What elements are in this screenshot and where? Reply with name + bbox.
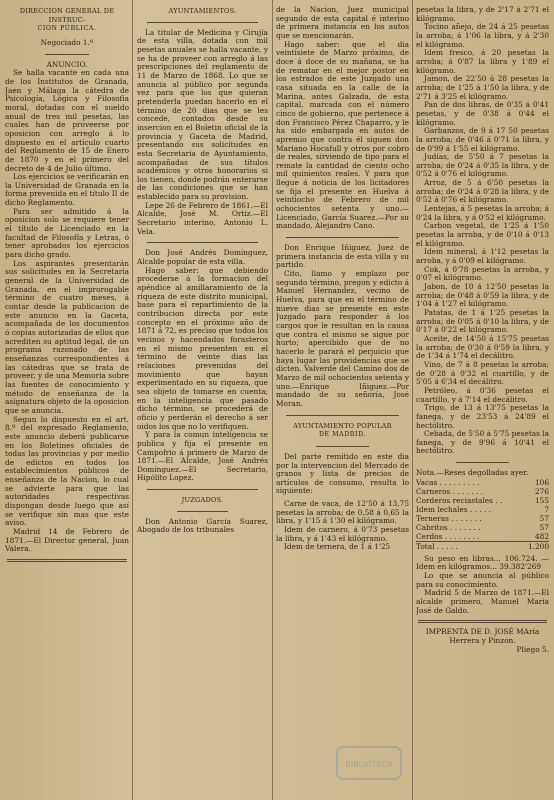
paragraph: Jamon, de 22'50 á 28 pesetas la arroba; de 1'25 á 1'50 la libra, y de 2'71 á 3'25 el kilógramo.	[416, 74, 549, 101]
paragraph: Carbon vegetal, de 1'25 á 1'50 pesetas la arroba, y de 0'10 á 0'13 el kilógramo.	[416, 221, 549, 248]
section-heading: JUZGADOS.	[181, 496, 224, 505]
table-row	[416, 487, 549, 496]
paragraph: Idem de carnero, á 0'73 pesetas la libra, y á 1'43 el kilógramo.	[276, 525, 409, 543]
column-2	[137, 6, 268, 794]
column-4	[416, 6, 549, 794]
stamp-text: BIBLIOTECA	[345, 760, 393, 769]
total-row	[416, 541, 549, 551]
paragraph: Cok, á 0'78 pesetas la arroba, y 0'07 el kilógramo.	[416, 264, 549, 283]
paragraph: Tocino añejo, de 24 á 25 pesetas la arroba; á 1'06 la libra, y á 2'30 el kilógramo.	[416, 22, 549, 49]
separator-rule	[147, 22, 258, 23]
paragraph: Carne de vaca, de 12'50 á 13,75 pesetas la arroba; de 0,58 á 0,65 la libra, y 1'15 á 1'30 el kilógramo.	[276, 499, 409, 526]
paragraph: Patatas, de 1 á 1'25 pesetas la arroba; de 0'05 á 0'10 la libra, y de 0'17 á 0'22 el kilógramo.	[416, 307, 549, 335]
separator-rule	[147, 489, 258, 490]
page-signature: Pliego 5.	[516, 644, 549, 654]
paragraph: Vino, de 7 á 8 pesetas la arroba; de 0'28 á 0'32 el cuartillo, y de 5'05 á 6'34 el decálitro.	[416, 359, 549, 387]
row-value: 155	[534, 495, 549, 505]
column-3	[276, 6, 409, 794]
row-value: 482	[534, 531, 549, 541]
paragraph: Idem de ternera, de 1 á 1'25	[284, 542, 391, 552]
column-rule	[132, 0, 133, 800]
paragraph: pesetas la libra, y de 2'17 á 2'71 el kilógramo.	[416, 6, 549, 23]
column-rule	[412, 0, 413, 800]
paragraph: Don José Andrés Domínguez, Alcalde popular de esta villa.	[137, 248, 268, 267]
paragraph: Judías, de 5'50 á 7 pesetas la arroba; de 0'24 á 0'35 la libra, y de 0'52 á 0'76 el kilógramo.	[416, 152, 549, 179]
table-row	[416, 478, 549, 487]
row-label: Terneras . . . . . . .	[416, 513, 482, 523]
paragraph: Y para la comun inteligencia se publica y fija el presente en Campofrio á primero de Marzo de 1871.—El Alcalde, José Andrés Domínguez.—El Secretario, Hipólito Lopez.	[137, 430, 268, 483]
library-stamp	[333, 743, 405, 783]
paragraph: Arroz, de 5 á 6'50 pesetas la arroba; de 0'24 á 0'28 la libra, y de 0'52 á 0'76 el kilógramo.	[416, 178, 549, 205]
paragraph: Trigo, de 13 á 13'75 pesetas la fanega, y de 23'53 á 24'89 el hectólitro.	[416, 403, 549, 430]
paragraph: de la Nacion, Juez municipal segundo de esta capital é interino de primera instancia en los autos que se mencionarán.	[276, 6, 409, 40]
row-label: Carneros . . . . . . .	[416, 486, 483, 496]
paragraph: Don Enrique Iñiguez, Juez de primera instancia de esta villa y su partido.	[276, 243, 409, 270]
column-rule	[272, 0, 273, 800]
double-rule	[418, 620, 547, 623]
table-row	[416, 523, 549, 532]
total-value: 1.200	[523, 541, 549, 551]
paragraph: Pan de dos libras, de 0'35 á 0'41 pesetas, y de 0'38 á 0'44 el kilógramo.	[416, 100, 549, 127]
short-separator-rule	[177, 511, 228, 512]
table-row	[416, 496, 549, 505]
row-label: Idem lechales . . . . .	[416, 504, 491, 514]
row-value: 106	[534, 477, 549, 487]
separator-rule	[286, 415, 399, 416]
row-value: 57	[539, 522, 549, 532]
row-label: Cabritos . . . . . . .	[416, 522, 481, 532]
paragraph: Su peso en libras... 106.724. —Idem en kilógramos... 39.382'269	[416, 553, 549, 572]
section-subheading: CION PÚBLICA.	[37, 25, 97, 33]
paragraph: Idem mineral, á 1'12 pesetas la arroba, y á 0'09 el kilógramo.	[416, 247, 549, 266]
row-label: Cerdos . . . . . . . .	[416, 531, 480, 541]
paragraph: Segun lo dispuesto en el art. 8.º del expresado Reglamento, este anuncio deberá publicarse en los Boletines oficiales de todas las provincias y por medio de edictos en todos los establecimientos públicos de enseñanza de la Nacion, lo cual se advierte para que las autoridades respectivas dispongan desde luego que así se verifique sin mas que este aviso.	[5, 414, 129, 528]
paragraph: Don Antonio García Suarez, Abogado de los tribunales	[137, 516, 268, 535]
double-rule	[7, 559, 127, 562]
short-separator-rule	[456, 462, 509, 463]
paragraph: Nota.—Reses degolladas ayer.	[416, 468, 529, 478]
paragraph: Para ser admitido á la oposicion solo se requiere tener el título de Licenciado en la facultad de Filosofía y Letras, ó tener aprobados los ejercicios para dicho grado.	[5, 206, 129, 260]
table-row	[416, 505, 549, 514]
total-label: Total . . . . .	[416, 541, 523, 551]
paragraph: Cebada, de 5'50 á 5'75 pesetas la fanega, y de 9'96 á 10'41 el hectólitro.	[416, 429, 549, 456]
paragraph: Hago saber: que el dia veintisiete de Marzo próximo, de doce á doce de su mañana, se ha de rematar en el mejor postor en los estrados de este Juzgado una casa situada en la calle de la Marina, antes Galzada, de esta capital, marcada con el número cinco de gobierno, que pertenece á don Francisco Pérez Chaparro, y le ha sido embargada en autos de apremio que contra él siguen don Mariano Hocafull y otros por cobro de reales, sirviendo de tipo para el remate la cantidad de ciento ocho mil quinientos reales. Y para que llegue á noticia de los licitadores se fija el presente en Huelva á veintiocho de Febrero de mil ochocientos setenta y uno.—Licenciado, García Suarez.—Por su mandado, Alejandro Cano.	[276, 39, 409, 231]
paragraph: Lentejas, á 5 pesetas la arroba; á 0'24 la libra, y á 0'52 el kilógramo.	[416, 204, 549, 222]
paragraph: Cito, llamo y emplazo por segundo término, pregon y edicto á Manuel Hernandez, vecino de Huelva, para que en el término de nueve dias se presente en este Juzgado para responder á los cargos que le resultan en la causa que contra el mismo se sigue por hurto; apercibido que de no hacerlo le parará el perjuicio que haya lugar las providencias que se dicten. Valverde del Camino dos de Marzo de mil ochocientos setenta y uno.—Enrique Iñiguez.—Por mandado de su señoría, José Moran.	[276, 269, 409, 408]
centered-line: IMPRENTA DE D. JOSÉ MAría Herrera y Pinzon.	[425, 627, 540, 646]
paragraph: Hago saber: que debiendo procederse á la formacion del apéndice al amillaramiento de la riqueza de este distrito municipal, base para el repartimiento de la contribucion directa por este concepto en el próximo año de 1871 á 72, es preciso que todos los vecinos y hacendados forasteros en el mismo presenten en el término de veinte dias las relaciones prevenidas del movimiento que hayan experimentado en su riqueza, que sea objeto de tomarse en cuenta; en la inteligencia que pasado dicho término, se procederá de oficio y perderán el derecho á ser oidos los que no lo verifiquen.	[137, 265, 268, 431]
centered-line: ANUNCIO.	[46, 59, 88, 69]
row-label: Corderos reciastales . .	[416, 495, 503, 505]
paragraph: La titular de Medicina y Cirujía de esta villa, dotada con mil pesetas anuales se halla vacante, y se ha de proveer con arreglo á las prescripciones del reglamento de 11 de Marzo de 1868. Lo que se anuncia al público por segunda vez para que los que quieran pretenderla puedan hacerlo en el término de 20 dias que se les concede, contados desde su insercion en el Boletin oficial de la provincia y Gaceta de Madrid, presentando sus solicitudes en esta Secretaría de Ayuntamiento, acompañadas de sus títulos académicos y otros honorarios si los tienen, donde podrán enterarse de las condiciones que se han establecido para su provision.	[137, 27, 268, 202]
paragraph: Idem fresco, á 20 pesetas la arroba; á 0'87 la libra y 1'89 el kilógramo.	[416, 48, 549, 75]
short-separator-rule	[45, 54, 89, 55]
section-heading: AYUNTAMIENTO POPULAR	[293, 421, 392, 430]
separator-rule	[286, 237, 399, 238]
paragraph: Los aspirantes presentarán sus solicitudes en la Secretaría general de la Universidad de Granada, en el improrogable término de cuatro meses, á contar desde la publicacion de este anuncio en la Gaceta, acompañada de los documentos ó copias autorizadas de ellos que acrediten su aptitud legal, de un programa razonado de las enseñanzas correspondientes á las cátedras que se trata de proveer, y de una Memoria sobre las fuentes de conocimiento y método de enseñanza de la asignatura objeto de la oposicion que se anuncia.	[5, 258, 129, 415]
paragraph: Lo que se anuncia al público para su conocimiento.	[416, 571, 549, 589]
paragraph: Madrid 5 de Marzo de 1871.—El alcalde primero, Manuel Maria José de Galdo.	[416, 588, 549, 615]
paragraph: Garbanzos, de 9 á 17 50 pesetas la arroba; de 0'46 á 0'71 la libra, y de 0'99 á 1'55 el kilógramo.	[416, 126, 549, 153]
livestock-table	[416, 478, 549, 551]
row-value: 57	[539, 513, 549, 523]
paragraph: Jabon, de 10 á 12'50 pesetas la arroba; de 0'48 á 0'59 la libra, y de 1'04 á 1'27 el kilógramo.	[416, 282, 549, 309]
centered-line: Negociado 1.º	[40, 37, 94, 47]
paragraph: Se halla vacante en cada una de los Institutos de Granada, Jaen y Málaga la cátedra de Psicología, Lógica y Filosofía moral, dotadas con el sueldo anual de tres mil pesetas, las cuales han de proveerse por oposicion con arreglo á lo dispuesto en el artículo cuarto del Reglamento de 15 de Enero de 1870 y en el primero del decreto de 4 de Julio último.	[5, 68, 129, 173]
table-row	[416, 514, 549, 523]
column-1	[5, 6, 129, 794]
section-heading: AYUNTAMIENTOS.	[168, 7, 237, 15]
section-subheading: DE MADRID.	[318, 431, 367, 439]
row-label: Vacas . . . . . . . . .	[416, 477, 480, 487]
paragraph: Lepe 26 de Febrero de 1861.—El Alcalde, José M. Ortiz.—El Secretario interino, Antonio L. Vela.	[137, 200, 268, 236]
row-value: 7	[544, 504, 549, 514]
paragraph: Madrid 14 de Febrero de 1871.—El Director general, Juan Valera.	[5, 527, 129, 554]
separator-rule	[147, 242, 258, 243]
table-row	[416, 532, 549, 542]
short-separator-rule	[316, 446, 369, 447]
paragraph: Del parte remitido en este dia por la intervencion del Mercado de granos y lista de precios de artículos de consumo, resulta lo siguiente:	[276, 451, 409, 496]
row-value: 276	[534, 486, 549, 496]
section-heading: DIRECCION GENERAL DE INSTRUC-	[19, 7, 115, 24]
paragraph: Aceite, de 14'50 á 15'75 pesetas la arroba; de 0'30 á 0'59 la libra, y de 1'34 á 1'74 el decálitro.	[416, 333, 549, 361]
paragraph: Los ejercicios se verificarán en la Universidad de Granada en la forma prevenida en el título II de dicho Reglamento.	[5, 172, 129, 208]
paragraph: Petróleo, á 0'36 pesetas el cuartillo, y á 7'14 el decálitro.	[416, 385, 549, 404]
